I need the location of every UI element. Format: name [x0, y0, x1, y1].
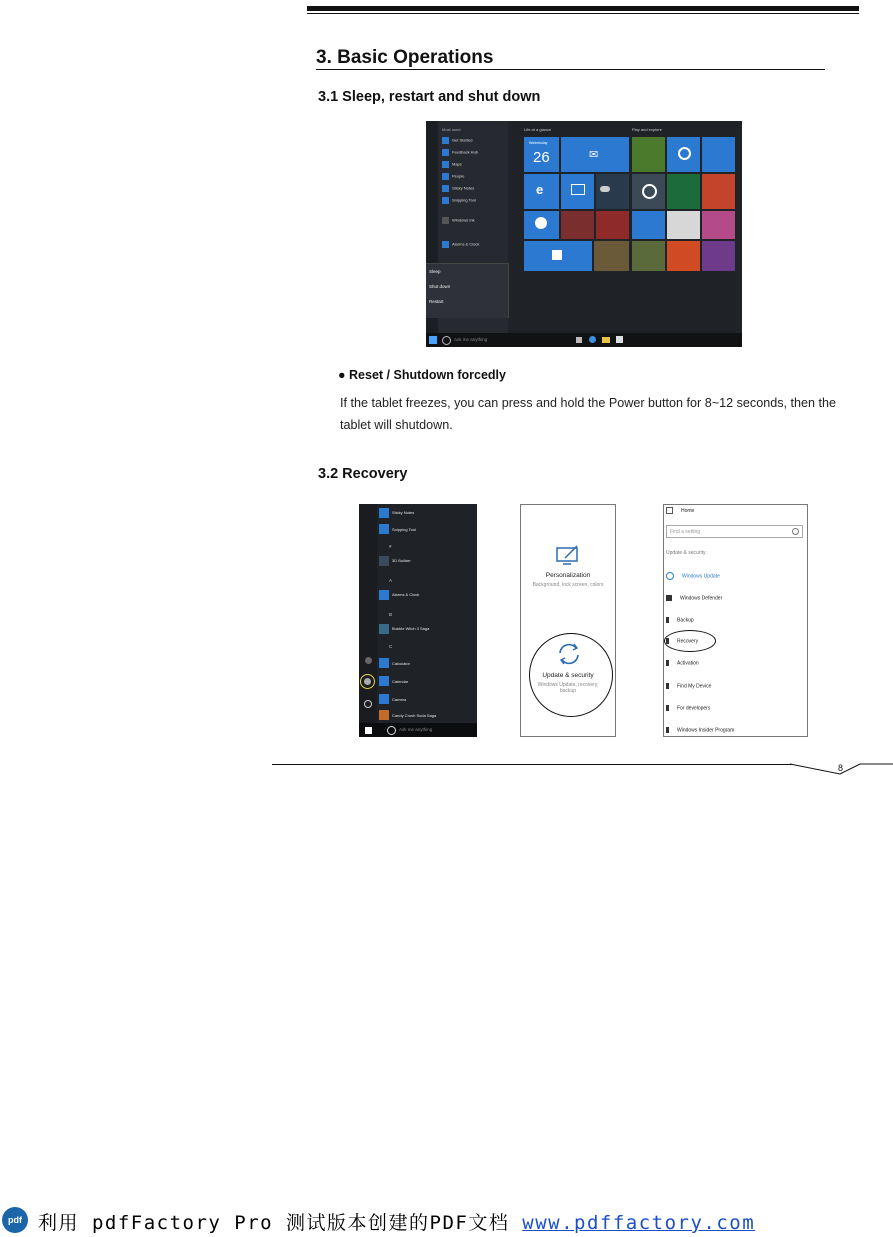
photos-tile[interactable]: [561, 174, 594, 209]
windows-start-icon[interactable]: [429, 336, 437, 344]
app-icon: [379, 508, 389, 518]
xbox-tile[interactable]: [632, 174, 665, 209]
app-item[interactable]: Alarms & Clock: [442, 241, 479, 249]
racing-tile[interactable]: [667, 211, 700, 239]
candy-crush-tile[interactable]: [702, 174, 735, 209]
app-icon: [379, 710, 389, 720]
letter-header: #: [389, 544, 392, 549]
app-item[interactable]: Camera: [392, 697, 407, 702]
power-icon[interactable]: [364, 700, 372, 708]
app-item[interactable]: Feedback Hub: [442, 149, 478, 157]
photo-game-tile[interactable]: [632, 241, 665, 271]
onenote-tile[interactable]: [702, 241, 735, 271]
update-security-group-label: Update & security: [666, 550, 706, 556]
movies-tile[interactable]: [702, 137, 735, 172]
news-tile[interactable]: [596, 211, 629, 239]
developer-icon: [666, 705, 669, 711]
news-image-tile[interactable]: [594, 241, 629, 271]
subsection-recovery-title: 3.2 Recovery: [318, 466, 408, 482]
power-options-menu: [426, 263, 509, 318]
life-group-label: Life at a glance: [524, 127, 552, 132]
most-used-label: Most used: [442, 127, 461, 132]
person-icon: [666, 683, 669, 689]
skype-tile[interactable]: [524, 211, 559, 239]
backup-icon: [666, 617, 669, 623]
calendar-tile[interactable]: [524, 137, 559, 172]
section-title: 3. Basic Operations: [316, 47, 494, 68]
app-icon: [379, 676, 389, 686]
find-setting-input[interactable]: Find a setting: [666, 525, 803, 538]
app-item[interactable]: 3D Builder: [392, 558, 411, 563]
insider-program-item[interactable]: Windows Insider Program: [666, 727, 734, 733]
shutdown-option[interactable]: Shut down: [429, 284, 451, 289]
app-item[interactable]: Sticky Notes: [392, 510, 415, 515]
calendar-day: Wednesday: [529, 141, 548, 145]
app-icon: [379, 524, 389, 534]
app-icon: [379, 590, 389, 600]
restart-option[interactable]: Restart: [429, 299, 444, 304]
update-security-title[interactable]: Update & security: [542, 672, 594, 679]
store-tile[interactable]: [524, 241, 592, 271]
letter-header: C: [389, 644, 393, 649]
cortana-icon[interactable]: [442, 336, 451, 345]
edge-tile[interactable]: [524, 174, 559, 209]
app-icon: [442, 185, 449, 192]
personalization-title[interactable]: Personalization: [545, 572, 591, 579]
start-menu-left-panel: [426, 121, 508, 333]
page-number: 8: [838, 763, 844, 773]
reset-shutdown-bullet: ● Reset / Shutdown forcedly: [338, 368, 506, 382]
app-item[interactable]: Get Started: [442, 137, 472, 145]
app-icon: [442, 217, 449, 224]
app-icon: [379, 556, 389, 566]
start-menu-screenshot: [426, 121, 742, 347]
play-group-label: Play and explore: [632, 127, 662, 132]
app-item[interactable]: Calendar: [392, 679, 409, 684]
photo-icon: [571, 184, 585, 195]
header-thin-rule: [307, 13, 859, 14]
envelope-icon: ✉: [589, 149, 599, 161]
news-photo-tile[interactable]: [561, 211, 594, 239]
home-icon: [666, 507, 673, 514]
search-box[interactable]: Ask me anything: [399, 727, 433, 732]
gear-icon[interactable]: [364, 678, 371, 685]
recovery-icon: [666, 638, 669, 644]
app-icon: [442, 161, 449, 168]
pdffactory-footer: 利用 pdfFactory Pro 测试版本创建的PDF文档 www.pdffactory.com: [38, 1212, 756, 1234]
reset-paragraph: If the tablet freezes, you can press and hold the Power button for 8~12 seconds, then the tablet will shutdown.: [340, 396, 837, 432]
sync-icon: [666, 572, 674, 580]
recovery-start-menu-screenshot: [359, 504, 477, 737]
letter-header: A: [389, 578, 393, 583]
xbox-icon: [642, 184, 657, 199]
windows-defender-item[interactable]: Windows Defender: [666, 595, 722, 601]
app-item[interactable]: Snipping Tool: [392, 527, 416, 532]
office-tile[interactable]: [667, 241, 700, 271]
personalization-icon: [555, 545, 581, 567]
cortana-icon[interactable]: [387, 726, 396, 735]
section-title-underline: [316, 69, 825, 70]
music-disc-icon: [678, 147, 691, 160]
find-my-device-item[interactable]: Find My Device: [666, 683, 711, 689]
app-item[interactable]: People: [442, 173, 464, 181]
subsection-sleep-title: 3.1 Sleep, restart and shut down: [318, 89, 541, 105]
insider-icon: [666, 727, 669, 733]
shield-icon: [666, 595, 672, 601]
app-item[interactable]: Sticky Notes: [442, 185, 474, 193]
update-security-screenshot: [663, 504, 808, 737]
store-taskbar-icon[interactable]: [616, 336, 623, 343]
paint-tile[interactable]: [632, 211, 665, 239]
recovery-item[interactable]: Recovery: [666, 638, 698, 644]
app-icon: [442, 197, 449, 204]
weather-tile[interactable]: [596, 174, 629, 209]
app-item[interactable]: Candy Crush Soda Saga: [392, 713, 437, 718]
edge-taskbar-icon[interactable]: [589, 336, 596, 343]
sync-icon: [556, 641, 582, 667]
backup-item[interactable]: Backup: [666, 617, 694, 623]
edge-icon: e: [536, 182, 544, 197]
sleep-option[interactable]: Sleep: [429, 269, 441, 274]
header-thick-rule: [307, 6, 859, 11]
task-view-icon[interactable]: [576, 337, 582, 343]
search-box[interactable]: Ask me anything: [454, 337, 488, 342]
folder-taskbar-icon[interactable]: [602, 337, 610, 343]
taskbar: [426, 333, 742, 347]
activation-icon: [666, 660, 669, 666]
app-icon: [379, 694, 389, 704]
app-icon: [442, 241, 449, 248]
app-item[interactable]: Calculator: [392, 661, 411, 666]
app-icon: [442, 173, 449, 180]
app-icon: [379, 658, 389, 668]
app-icon: [442, 137, 449, 144]
app-item[interactable]: Bubble Witch 3 Saga: [392, 626, 430, 631]
groove-tile[interactable]: [667, 137, 700, 172]
activation-item[interactable]: Activation: [666, 660, 699, 666]
app-icon: [442, 149, 449, 156]
game-tile[interactable]: [702, 211, 735, 239]
letter-header: B: [389, 612, 393, 617]
windows-start-icon[interactable]: [365, 727, 372, 734]
update-security-desc: Windows Update, recovery, backup: [537, 682, 599, 694]
app-item[interactable]: Windows Ink: [442, 217, 475, 225]
skype-icon: [535, 217, 547, 229]
home-link[interactable]: Home: [666, 507, 694, 514]
app-item[interactable]: Snipping Tool: [442, 197, 476, 205]
pdffactory-link[interactable]: www.pdffactory.com: [522, 1212, 756, 1234]
solitaire-tile[interactable]: [667, 174, 700, 209]
windows-update-item[interactable]: Windows Update: [666, 572, 720, 580]
user-icon[interactable]: [365, 657, 372, 664]
taskbar: [359, 723, 477, 737]
app-item[interactable]: Maps: [442, 161, 462, 169]
mail-tile[interactable]: [561, 137, 629, 172]
footer-rule: [272, 764, 792, 765]
app-item[interactable]: Alarms & Clock: [392, 592, 420, 597]
for-developers-item[interactable]: For developers: [666, 705, 710, 711]
cloud-icon: [600, 186, 610, 192]
minecraft-tile[interactable]: [632, 137, 665, 172]
personalization-desc: Background, lock screen, colors: [532, 582, 604, 588]
calendar-date: 26: [533, 149, 550, 166]
search-icon: [792, 528, 799, 535]
store-icon: [552, 250, 562, 260]
pdf-logo-badge: pdf: [2, 1207, 28, 1233]
settings-tiles-screenshot: [520, 504, 616, 737]
app-icon: [379, 624, 389, 634]
